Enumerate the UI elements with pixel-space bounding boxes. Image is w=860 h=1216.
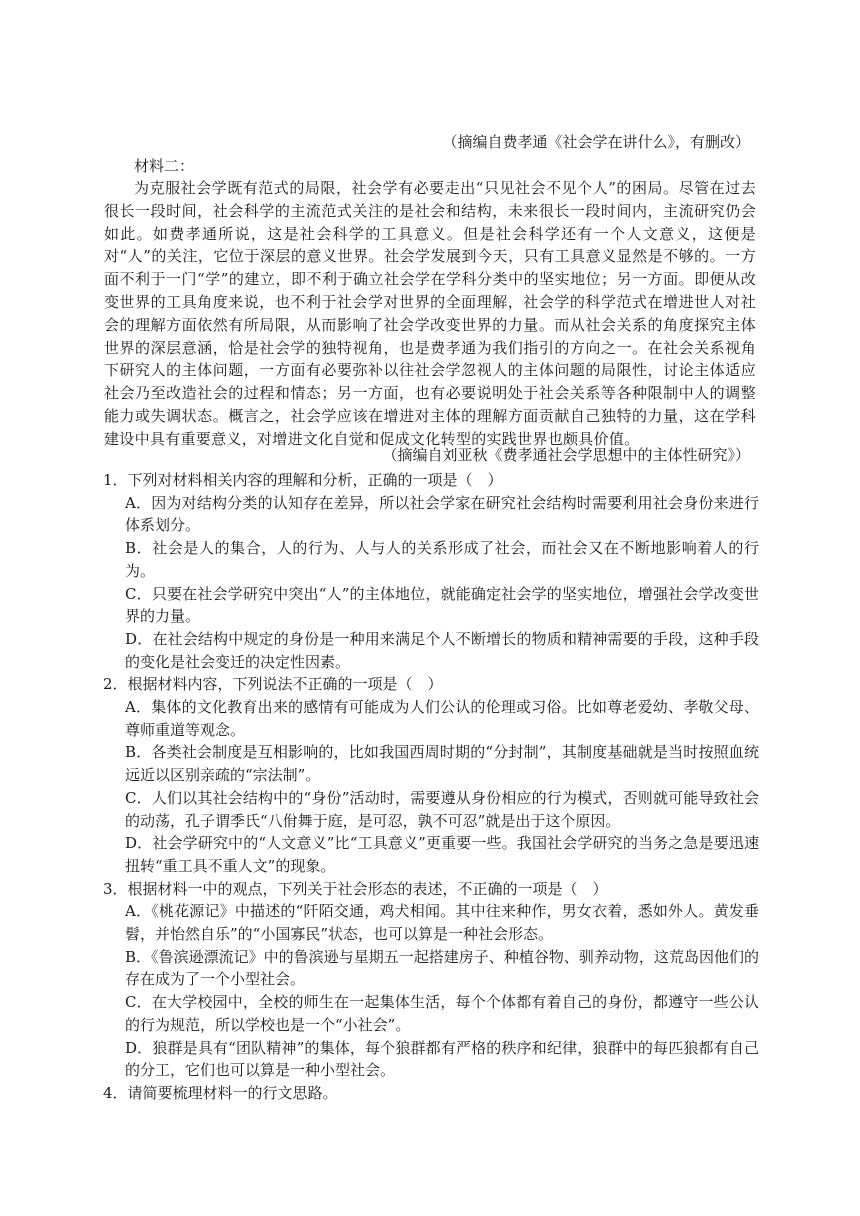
option-d: D．社会学研究中的“人文意义”比“工具意义”更重要一些。我国社会学研究的当务之急是要迅速扭转“重工具不重人文”的现象。 [125, 834, 759, 875]
question-stem: 4．请简要梳理材料一的行文思路。 [103, 1083, 338, 1102]
question [103, 878, 759, 1082]
option-b: B．社会是人的集合，人的行为、人与人的关系形成了社会，而社会又在不断地影响着人的行为。 [125, 539, 759, 580]
option-b: B．《鲁滨逊漂流记》中的鲁滨逊与星期五一起搭建房子、种植谷物、驯养动物，这荒岛因他们的存在成为了一个小型社会。 [125, 947, 759, 989]
option-b: B．各类社会制度是互相影响的，比如我国西周时期的“分封制”，其制度基础就是当时按照血统远近以区别亲疏的“宗法制”。 [125, 743, 759, 785]
question [103, 1082, 759, 1105]
material-body: 为克服社会学既有范式的局限，社会学有必要走出“只见社会不见个人”的困局。尽管在过去很长一段时间，社会科学的主流范式关注的是社会和结构，未来很长一段时间内，主流研究仍会如此。如费孝通所说，这是社会科学的工具意义。但是社会科学还有一个人文意义，这便是对“人”的关注，它位于深层的意义世界。社会学发展到今天，只有工具意义显然是不够的。一方面不利于一门“学”的建立，即不利于确立社会学在学科分类中的坚实地位；另一方面。即便从改变世界的工具角度来说，也不利于社会学对世界的全面理解，社会学的科学范式在增进世人对社会的理解方面依然有所局限，从而影响了社会学改变世界的力量。而从社会关系的角度探究主体世界的深层意涵，恰是社会学的独特视角，也是费孝通为我们指引的方向之一。在社会关系视角下研究人的主体问题，一方面有必要弥补以往社会学忽视人的主体问题的局限性，讨论主体适应社会乃至改造社会的过程和情态；另一方面，也有必要说明处于社会关系等各种限制中人的调整能力或失调状态。概言之，社会学应该在增进对主体的理解方面贡献自己独特的力量，这在学科建设中具有重要意义，对增进文化自觉和促成文化转型的实践世界也颇具价值。 [104, 179, 756, 448]
option-a: A．集体的文化教育出来的感情有可能成为人们公认的伦理或习俗。比如尊老爱幼、孝敬父母、尊师重道等观念。 [125, 698, 759, 739]
source-citation-2: （摘编自刘亚秋《费孝通社会学思想中的主体性研究》） [382, 446, 750, 464]
option-c: C．人们以其社会结构中的“身份”活动时，需要遵从身份相应的行为模式，否则就可能导致社会的动荡，孔子谓季氏“八佾舞于庭，是可忍，孰不可忍”就是出于这个原因。 [125, 788, 759, 830]
source-citation-1: （摘编自费孝通《社会学在讲什么》，有删改） [442, 133, 750, 151]
option-a: A．《桃花源记》中描述的“阡陌交通，鸡犬相闻。其中往来种作，男女衣着，悉如外人。黄发垂髫，并怡然自乐”的“小国寡民”状态，也可以算是一种社会形态。 [125, 902, 759, 944]
question-stem: 1．下列对材料相关内容的理解和分析，正确的一项是（ ） [103, 471, 503, 489]
material-heading: 材料二： [134, 157, 195, 175]
option-d: D．在社会结构中规定的身份是一种用来满足个人不断增长的物质和精神需要的手段，这种手段的变化是社会变迁的决定性因素。 [125, 629, 759, 671]
question-stem: 2．根据材料内容，下列说法不正确的一项是（ ） [103, 675, 443, 694]
question-list [103, 469, 759, 1105]
question [103, 673, 759, 877]
question-stem: 3．根据材料一中的观点，下列关于社会形态的表述，不正确的一项是（ ） [103, 879, 608, 898]
option-a: A．因为对结构分类的认知存在差异，所以社会学家在研究社会结构时需要利用社会身份来进行体系划分。 [125, 493, 759, 535]
option-d: D．狼群是具有“团队精神”的集体，每个狼群都有严格的秩序和纪律，狼群中的每匹狼都有自己的分工，它们也可以算是一种小型社会。 [125, 1038, 759, 1080]
option-c: C．在大学校园中，全校的师生在一起集体生活，每个个体都有着自己的身份，都遵守一些公认的行为规范，所以学校也是一个“小社会”。 [125, 993, 759, 1034]
question [103, 469, 759, 673]
option-c: C．只要在社会学研究中突出“人”的主体地位，就能确定社会学的坚实地位，增强社会学改变世界的力量。 [125, 584, 759, 626]
